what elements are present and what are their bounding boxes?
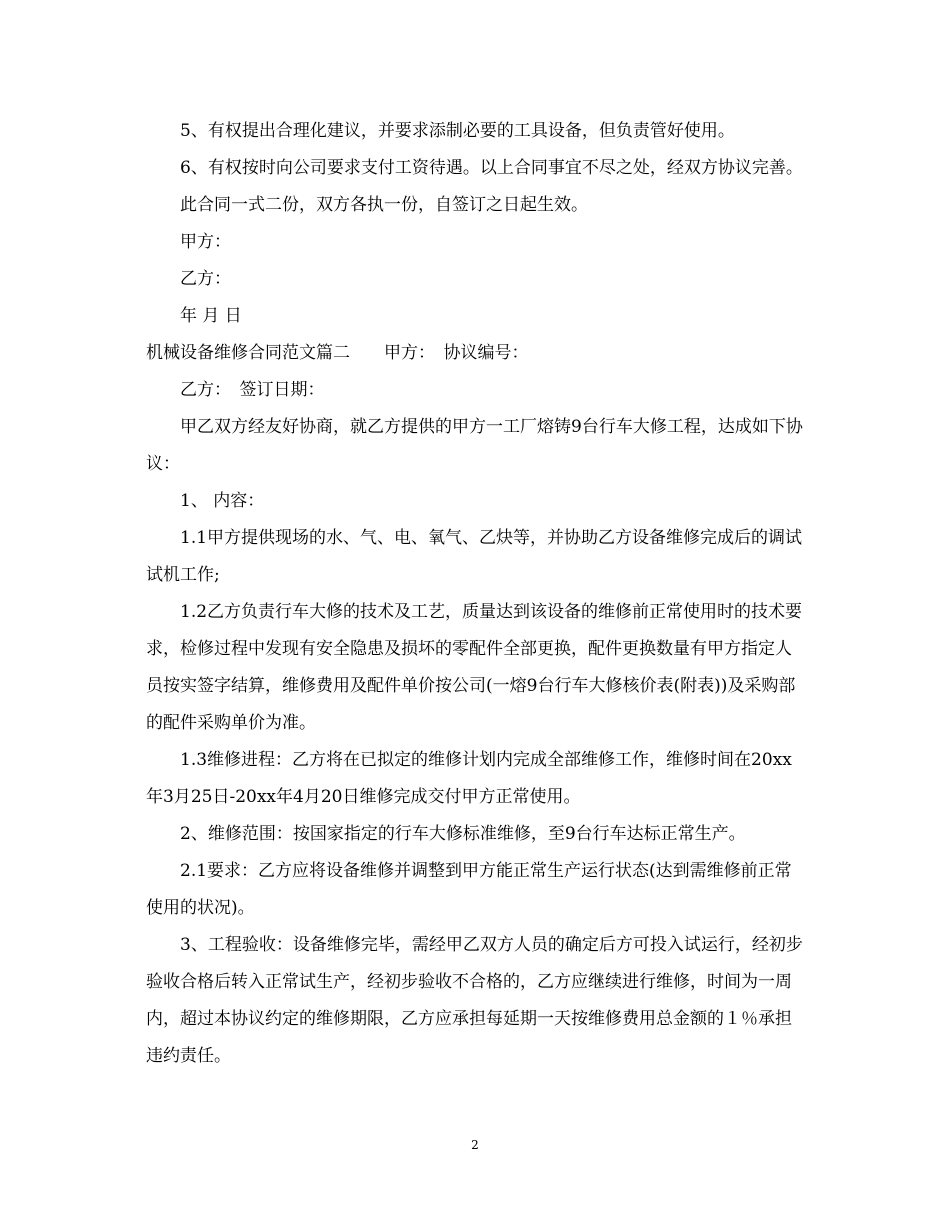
clause-1-1: 1.1甲方提供现场的水、气、电、氧气、乙炔等，并协助乙方设备维修完成后的调试试机工作;	[146, 528, 803, 585]
page-number: 2	[471, 1138, 479, 1152]
party-b-sign-date: 乙方： 签订日期：	[180, 380, 325, 400]
document-body	[146, 113, 808, 1075]
section-2-scope: 2、维修范围：按国家指定的行车大修标准维修，至9台行车达标正常生产。	[180, 824, 746, 844]
section-1-content-heading: 1、 内容：	[180, 491, 265, 511]
paragraph-right-5: 5、有权提出合理化建议，并要求添制必要的工具设备，但负责管好使用。	[180, 121, 735, 141]
signature-date: 年 月 日	[180, 306, 242, 326]
section-3-acceptance: 3、工程验收：设备维修完毕，需经甲乙双方人员的确定后方可投入试运行，经初步验收合格后转入正常试生产，经初步验收不合格的，乙方应继续进行维修，时间为一周内，超过本协议约定的维修期限，乙方应承担每延期一天按维修费用总金额的１％承担违约责任。	[146, 935, 803, 1066]
paragraph-right-6: 6、有权按时向公司要求支付工资待遇。以上合同事宜不尽之处，经双方协议完善。	[180, 158, 803, 178]
contract-two-heading: 机械设备维修合同范文篇二 甲方： 协议编号：	[146, 343, 529, 363]
paragraph-copies: 此合同一式二份，双方各执一份，自签订之日起生效。	[180, 195, 588, 215]
paragraph-agreement-intro: 甲乙双方经友好协商，就乙方提供的甲方一工厂熔铸9台行车大修工程，达成如下协议：	[146, 417, 803, 474]
signature-party-b: 乙方：	[180, 269, 231, 289]
clause-1-3: 1.3维修进程：乙方将在已拟定的维修计划内完成全部维修工作，维修时间在20xx年3月25日-20xx年4月20日维修完成交付甲方正常使用。	[146, 750, 792, 807]
clause-2-1: 2.1要求：乙方应将设备维修并调整到甲方能正常生产运行状态(达到需维修前正常使用的状况)。	[146, 861, 792, 918]
signature-party-a: 甲方：	[180, 232, 231, 252]
clause-1-2: 1.2乙方负责行车大修的技术及工艺，质量达到该设备的维修前正常使用时的技术要求，检修过程中发现有安全隐患及损坏的零配件全部更换，配件更换数量有甲方指定人员按实签字结算，维修费用及配件单价按公司(一熔9台行车大修核价表(附表))及采购部的配件采购单价为准。	[146, 602, 803, 733]
